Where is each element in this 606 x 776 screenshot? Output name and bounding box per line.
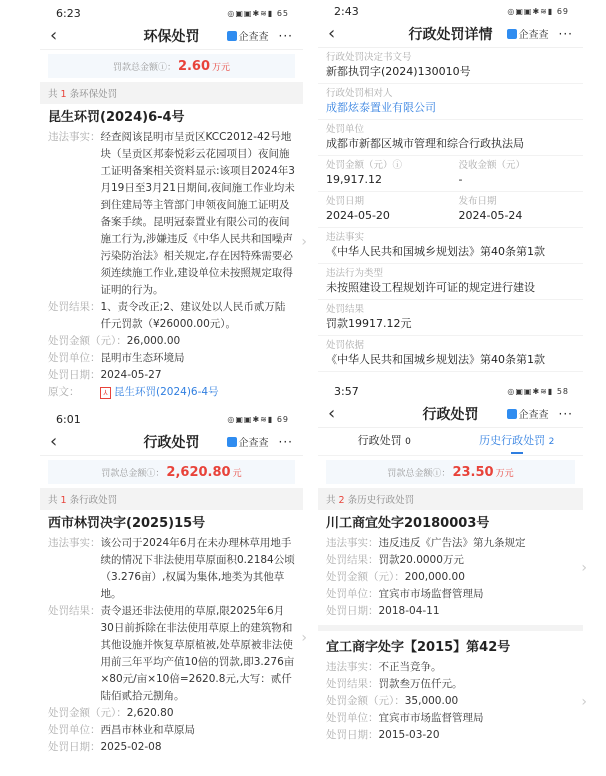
penalty-card[interactable] [318,510,587,622]
field-label: 行政处罚决定书文号 [326,52,412,63]
environmental-penalty-screen [40,4,307,408]
chevron-right-icon: › [581,694,587,710]
label: 共 [326,495,336,506]
status-text: ◎▣▣✱≋▮ 58 [507,386,569,396]
label: 条环保处罚 [69,89,118,100]
penalty-title: 西市林罚决字(2025)15号 [48,516,206,531]
field-label: 处罚结果： [326,554,379,566]
status-bar [40,410,303,428]
label [40,428,303,456]
admin-penalty-screen [40,410,307,776]
nav-bar [40,22,303,50]
label: 行政处罚 [357,433,402,447]
record-count [40,82,303,104]
label [318,20,583,48]
label: 元 [232,468,242,479]
field-value: 2018-04-11 [378,605,440,617]
brand-icon [227,31,237,41]
label: 历史行政处罚 [479,433,546,447]
authority-field [318,120,583,156]
label: 0 [405,436,411,447]
penalty-date: 2024-05-27 [100,369,162,381]
field-label: 违法事实 [326,232,365,243]
field-value: 违反违反《广告法》第九条规定 [378,537,526,549]
field-value: 《中华人民共和国城乡规划法》第40条第1款 [326,353,545,366]
penalty-authority: 昆明市生态环境局 [100,352,185,364]
divider [318,625,583,631]
penalty-date-field [318,192,451,228]
field-value: 2024-05-24 [458,209,523,222]
field-value: 罚款20.0000万元 [378,554,464,566]
field-value: 200,000.00 [404,571,465,583]
brand-logo [507,406,549,421]
field-label: 违法事实： [48,537,101,549]
more-icon[interactable]: ··· [278,434,293,449]
field-label: 处罚单位： [48,352,101,364]
field-value: 不正当竞争。 [378,661,442,673]
page-title: 行政处罚 [143,434,200,451]
label [318,2,583,20]
label: 条行政处罚 [69,495,118,506]
status-icons: ◎▣▣✱≋▮ 65 [227,8,289,18]
field-value: 罚款叁万伍仟元。 [378,678,463,690]
page-title: 行政处罚详情 [408,26,493,43]
fine-total [48,54,295,78]
chevron-right-icon: › [301,630,307,646]
field-label: 处罚日期： [48,741,101,753]
penalty-title: 川工商宜处字20180003号 [326,516,490,531]
field-label: 处罚结果： [48,605,101,617]
field-label: 处罚结果 [326,304,365,315]
field-value: 2015-03-20 [378,729,440,741]
label: 企查查 [518,410,549,421]
label: 2.60 [177,58,211,74]
label: 2 [338,495,345,506]
label: 共 [48,495,58,506]
label: 共 [48,89,58,100]
status-text: 3:57 [334,384,359,398]
amount-field [318,156,451,192]
penalty-card[interactable] [40,510,307,758]
confiscated-field [451,156,584,192]
label: 1 [60,89,67,100]
violation-fact: 经查阅该昆明市呈贡区KCC2012-42号地块（呈贡区邦泰悦彩云花园项目）夜间施工证明备案相关资料显示:该项目2024年3月19日至3月21日期间,夜间施工作业均未到住建局等主管部门申领夜间施工证明及备案手续。昆明冠泰置业有限公司的夜间施工行为,涉嫌违反《中华人民共和国噪声污染防治法》相关规定,存在因特殊需要必须连续施工作业,建设单位未按照规定取得证明的行为。 [100,131,295,296]
field-value: 成都市新都区城市管理和综合行政执法局 [326,137,524,150]
penalty-amount: 26,000.00 [126,335,181,347]
label: 罚款总金额ⓘ： [112,62,176,73]
field-value: 未按照建设工程规划许可证的规定进行建设 [326,281,535,294]
label [318,400,583,428]
label: 罚款总金额ⓘ： [387,468,451,479]
field-label: 处罚金额（元）： [326,695,405,707]
status-text: 2:43 [334,4,359,18]
back-button[interactable]: ‹ [328,23,336,44]
more-icon[interactable]: ··· [278,28,293,43]
history-penalty-screen [318,382,587,776]
label: 23.50 [452,464,494,480]
status-text: 69 [276,414,289,424]
label [318,382,583,400]
field-value: 宜宾市市场监督管理局 [378,588,484,600]
field-label: 处罚金额（元）： [326,571,405,583]
field-label: 处罚依据 [326,340,365,351]
field-label: 处罚金额（元）： [48,335,127,347]
field-value: 宜宾市市场监督管理局 [378,712,484,724]
page-title: 行政处罚 [422,406,479,423]
field-value: - [458,173,463,186]
violation-fact: 该公司于2024年6月在未办理林草用地手续的情况下非法使用草原面积0.2184公顷（3.276亩）,权属为集体,地类为其他草地。 [100,537,295,600]
status-text: ◎▣▣✱≋▮ 69 [227,414,289,424]
more-icon[interactable]: ··· [558,26,573,41]
field-label: 处罚单位： [326,588,379,600]
penalty-date: 2025-02-08 [100,741,162,753]
field-label: 处罚日期 [326,196,365,207]
field-label: 处罚日期： [48,369,101,381]
fine-total [48,460,295,484]
status-text: 6:01 [56,412,81,426]
party-field [318,84,583,120]
penalty-result: 1、责令改正;2、建议处以人民币贰万陆仟元罚款（¥26000.00元）。 [100,301,286,330]
field-label: 违法事实： [326,537,379,549]
decision-number-field [318,48,583,84]
page-title: 环保处罚 [143,28,200,45]
label: 万元 [495,468,514,479]
chevron-right-icon: › [301,234,307,250]
penalty-title: 昆生环罚(2024)6-4号 [48,110,185,125]
tab-history-penalty[interactable] [451,428,584,456]
status-text: 69 [556,6,569,16]
brand-logo [227,434,269,449]
brand-icon [507,29,517,39]
label: 企查查 [238,438,269,449]
original-doc-link[interactable]: ⅄ 昆生环罚(2024)6-4号 [100,384,295,401]
label: 企查查 [518,30,549,41]
field-label: 处罚单位： [326,712,379,724]
penalty-detail-screen [318,2,583,380]
field-value: 新都执罚字(2024)130010号 [326,65,471,78]
brand-icon [507,409,517,419]
penalty-card[interactable] [40,104,307,403]
status-time: 6:23 [56,6,81,20]
status-text: ◎▣▣✱≋▮ 69 [507,6,569,16]
field-label: 处罚结果： [326,678,379,690]
record-count [318,488,583,510]
field-label: 处罚结果： [48,301,101,313]
field-label: 违法事实： [326,661,379,673]
fine-total [326,460,575,484]
field-label: 处罚单位： [48,724,101,736]
field-value: 2024-05-20 [326,209,390,222]
field-label: 原文： [48,386,80,398]
field-label: 处罚日期： [326,729,379,741]
back-button[interactable]: ‹ [328,403,336,424]
label: 2 [548,436,555,447]
field-label: 处罚金额（元）： [48,707,127,719]
penalty-result: 责令退还非法使用的草原,限2025年6月30日前拆除在非法使用草原上的建筑物和其他设施并恢复草原植被,处草原被非法使用前三年平均产值10倍的罚款,即3.276亩×80元/亩×10倍=2620.8元,大写：贰仟陆佰贰拾元捌角。 [100,605,295,702]
result-field [318,300,583,336]
field-label: 处罚日期： [326,605,379,617]
penalty-authority: 西昌市林业和草原局 [100,724,195,736]
label: 企查查 [238,32,269,43]
field-label: 行政处罚相对人 [326,88,393,99]
penalty-card[interactable] [318,634,587,746]
brand-logo [507,26,549,41]
pdf-icon: ⅄ [100,387,111,399]
penalty-title: 宜工商字处字【2015】第42号 [326,640,511,655]
field-label: 违法行为类型 [326,268,384,279]
status-text: 58 [556,386,569,396]
field-value: 19,917.12 [326,173,382,186]
record-count [40,488,303,510]
violation-type-field [318,264,583,300]
basis-field [318,336,583,372]
field-label: 发布日期 [458,196,497,207]
penalty-amount: 2,620.80 [126,707,174,719]
chevron-right-icon: › [581,560,587,576]
field-label: 处罚单位 [326,124,365,135]
back-button[interactable]: ‹ [50,25,58,46]
publish-date-field [451,192,584,228]
brand-logo [227,28,269,43]
brand-icon [227,437,237,447]
label: 罚款总金额ⓘ： [101,468,165,479]
status-text: 65 [276,8,289,18]
label: 条历史行政处罚 [347,495,415,506]
field-value: 罚款19917.12元 [326,317,412,330]
field-label: 处罚金额（元）ⓘ [326,160,403,171]
more-icon[interactable]: ··· [558,406,573,421]
label: 万元 [212,62,231,73]
tab-admin-penalty[interactable] [318,428,451,456]
label: 2,620.80 [166,464,231,480]
label: 1 [60,495,67,506]
field-value: 《中华人民共和国城乡规划法》第40条第1款 [326,245,545,258]
status-bar [40,4,303,22]
back-button[interactable]: ‹ [50,431,58,452]
field-label: 没收金额（元） [458,160,526,171]
violation-fact-field [318,228,583,264]
field-value: 35,000.00 [404,695,459,707]
field-label: 违法事实： [48,131,101,143]
company-link[interactable]: 成都炫泰置业有限公司 [326,101,436,114]
